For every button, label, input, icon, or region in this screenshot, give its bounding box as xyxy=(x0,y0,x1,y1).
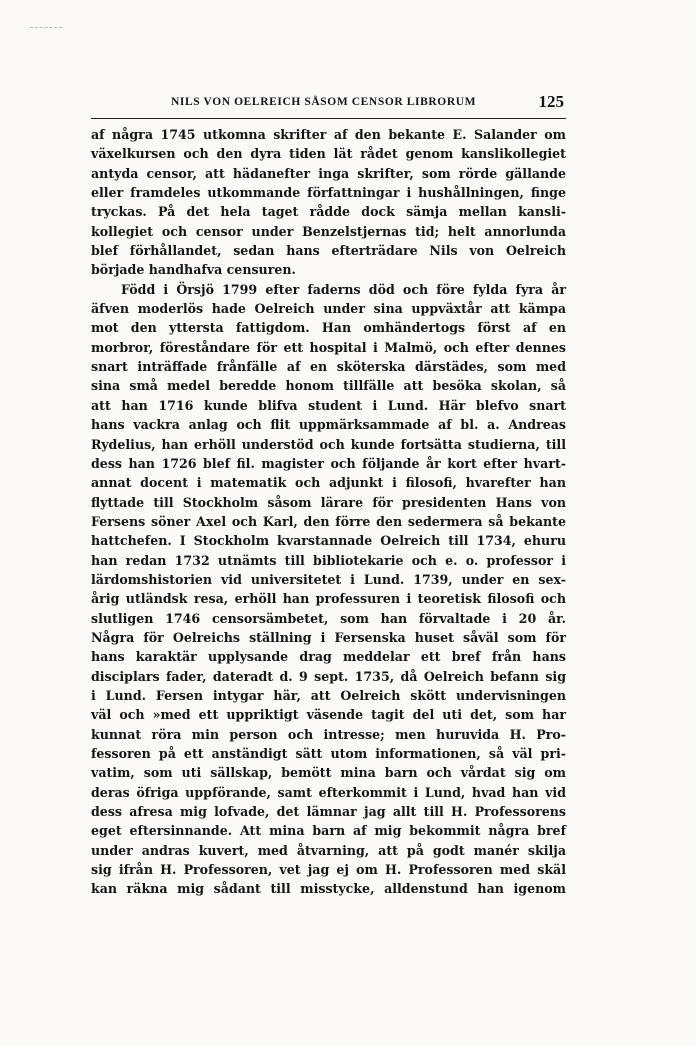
text-line: eget eftersinnande. Att mina barn af mig bekommit några bref xyxy=(91,823,566,839)
text-line: började handhafva censuren. xyxy=(91,262,296,278)
text-line: Några för Oelreichs ställning i Fersenska huset såväl som för xyxy=(91,629,566,645)
text-line: han redan 1732 utnämts till bibliotekarie och e. o. professor i xyxy=(91,552,566,568)
text-line: lärdomshistorien vid universitetet i Lund. 1739, under en sex- xyxy=(91,571,566,587)
text-line: flyttade till Stockholm såsom lärare för presidenten Hans von xyxy=(91,494,566,510)
text-line: väl och »med ett uppriktigt väsende tagit del uti det, som har xyxy=(91,707,566,723)
text-line: kunnat röra min person och intresse; men huruvida H. Pro- xyxy=(91,726,566,742)
text-line: mot den yttersta fattigdom. Han omhändertogs först af en xyxy=(91,320,566,336)
text-line: att han 1716 kunde blifva student i Lund. Här blefvo snart xyxy=(91,397,566,413)
text-line: tryckas. På det hela taget rådde dock sämja mellan kansli- xyxy=(91,204,566,220)
text-line: af några 1745 utkomna skrifter af den bekante E. Salander om xyxy=(91,127,566,142)
text-line: kollegiet och censor under Benzelstjernas tid; helt annorlunda xyxy=(91,223,566,239)
text-line: eller framdeles utkommande författningar i hushållningen, finge xyxy=(91,185,566,201)
text-line: vatim, som uti sällskap, bemött mina barn och vårdat sig om xyxy=(91,765,566,781)
text-line: dess han 1726 blef fil. magister och följande år kort efter hvart- xyxy=(91,455,566,471)
scan-corner-mark xyxy=(30,27,62,28)
text-line: morbror, föreståndare för ett hospital i Malmö, och efter dennes xyxy=(91,339,566,355)
text-line: snart inträffade frånfälle af en sköterska därstädes, som med xyxy=(91,359,566,375)
text-line: blef förhållandet, sedan hans efterträdare Nils von Oelreich xyxy=(91,243,566,259)
text-line: disciplars fader, dateradt d. 9 sept. 1735, då Oelreich befann sig xyxy=(91,668,566,684)
text-line: slutligen 1746 censorsämbetet, som han förvaltade i 20 år. xyxy=(91,610,566,626)
text-line: hattchefen. I Stockholm kvarstannade Oelreich till 1734, ehuru xyxy=(91,533,566,549)
text-line: hans karaktär upplysande drag meddelar ett bref från hans xyxy=(91,649,566,665)
header-rule xyxy=(91,118,566,119)
text-line: i Lund. Fersen intygar här, att Oelreich skött undervisningen xyxy=(91,687,566,703)
text-line: växelkursen och den dyra tiden lät rådet genom kanslikollegiet xyxy=(91,146,566,162)
text-line: annat docent i matematik och adjunkt i filosofi, hvarefter han xyxy=(91,475,566,491)
text-line: antyda censor, att hädanefter inga skrifter, som rörde gällande xyxy=(91,165,566,181)
text-line: under andras kuvert, med åtvarning, att på godt manér skilja xyxy=(91,842,566,858)
text-line: äfven moderlös hade Oelreich under sina uppväxtår att kämpa xyxy=(91,301,566,317)
body-text xyxy=(91,125,566,899)
text-line: deras öfriga uppförande, samt efterkommit i Lund, hvad han vid xyxy=(91,784,566,800)
text-line: Född i Örsjö 1799 efter faderns död och före fylda fyra år xyxy=(121,281,566,297)
text-line: kan räkna mig sådant till misstycke, alldenstund han igenom xyxy=(91,881,566,897)
running-title: NILS VON OELREICH SÅSOM CENSOR LIBRORUM xyxy=(171,96,477,108)
text-line: årig utländsk resa, erhöll han professuren i teoretisk filosofi och xyxy=(91,591,566,607)
text-line: Rydelius, han erhöll understöd och kunde fortsätta studierna, till xyxy=(91,436,566,452)
text-line: Fersens söner Axel och Karl, den förre den sedermera så bekante xyxy=(91,513,566,529)
text-line: sig ifrån H. Professoren, vet jag ej om H. Professoren med skäl xyxy=(91,862,566,878)
text-line: dess afresa mig lofvade, det lämnar jag allt till H. Professorens xyxy=(91,804,566,820)
text-line: hans vackra anlag och flit uppmärksammade af bl. a. Andreas xyxy=(91,417,566,433)
text-line: sina små medel beredde honom tillfälle att besöka skolan, så xyxy=(91,378,566,394)
page-header xyxy=(91,92,566,114)
page-number: 125 xyxy=(538,92,564,111)
text-line: fessoren på ett anständigt sätt utom informationen, så väl pri- xyxy=(91,746,566,761)
